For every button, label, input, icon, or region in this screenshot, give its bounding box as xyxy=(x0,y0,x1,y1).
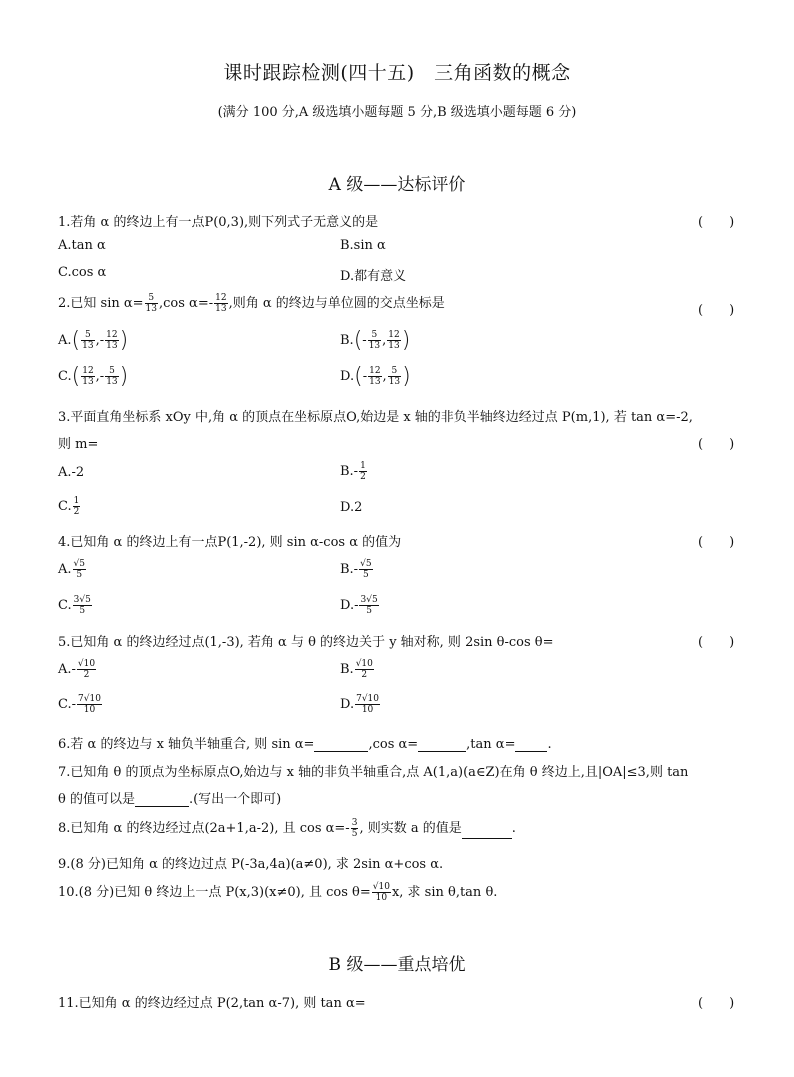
page-subtitle: (满分 100 分,A 级选填小题每题 5 分,B 级选填小题每题 6 分) xyxy=(217,105,577,120)
fraction: $\frac{5}{13}$ xyxy=(145,293,157,314)
q5-option-a: A.- $\frac{√10}{2}$ xyxy=(58,659,96,680)
q3-answer-bracket: ( ) xyxy=(698,437,735,452)
q5-option-d: D. $\frac{7√10}{10}$ xyxy=(340,694,380,715)
q2-answer-bracket: ( ) xyxy=(698,303,735,318)
q1-option-d: D.都有意义 xyxy=(340,269,407,284)
q4-option-b: B.- $\frac{√5}{5}$ xyxy=(340,559,372,580)
q3-option-b: B.- $\frac{1}{2}$ xyxy=(340,461,366,482)
q8-stem: 8.已知角 α 的终边经过点(2a+1,a-2), 且 cos α=- $\frac{3}{5}$ , 则实数 a 的值是 . xyxy=(58,818,516,839)
answer-blank[interactable] xyxy=(462,826,512,839)
answer-blank[interactable] xyxy=(135,794,189,807)
q7-stem-line2: θ 的值可以是 .(写出一个即可) xyxy=(58,792,282,807)
q3-stem-line1: 3.平面直角坐标系 xOy 中,角 α 的顶点在坐标原点O,始边是 x 轴的非负半轴终边经过点 P(m,1), 若 tan α=-2, xyxy=(58,410,693,425)
q1-option-b: B.sin α xyxy=(340,238,386,253)
q4-stem: 4.已知角 α 的终边上有一点P(1,-2), 则 sin α-cos α 的值为 xyxy=(58,535,402,550)
section-a-heading: A 级——达标评价 xyxy=(328,175,466,195)
q2-option-a: A.( $\frac{5}{13}$ ,- $\frac{12}{13}$ ) xyxy=(58,328,129,353)
q5-option-b: B. $\frac{√10}{2}$ xyxy=(340,659,373,680)
q10-stem: 10.(8 分)已知 θ 终边上一点 P(x,3)(x≠0), 且 cos θ= $\frac{√10}{10}$ x, 求 sin θ,tan θ. xyxy=(58,882,498,903)
q11-stem: 11.已知角 α 的终边经过点 P(2,tan α-7), 则 tan α= xyxy=(58,996,366,1011)
q4-option-a: A. $\frac{√5}{5}$ xyxy=(58,559,85,580)
q1-option-a: A.tan α xyxy=(58,238,106,253)
answer-blank[interactable] xyxy=(418,739,466,752)
answer-blank[interactable] xyxy=(314,739,368,752)
q3-option-a: A.-2 xyxy=(58,465,85,480)
q3-option-c: C. $\frac{1}{2}$ xyxy=(58,496,80,517)
q2-option-b: B.(- $\frac{5}{13}$ , $\frac{12}{13}$ ) xyxy=(340,328,411,353)
q11-answer-bracket: ( ) xyxy=(698,996,735,1011)
q3-stem-line2: 则 m= xyxy=(58,437,99,452)
q1-stem: 1.若角 α 的终边上有一点P(0,3),则下列式子无意义的是 xyxy=(58,215,379,230)
section-b-heading: B 级——重点培优 xyxy=(328,955,466,975)
q2-stem: 2.已知 sin α= $\frac{5}{13}$ ,cos α=- $\frac{12}{13}$ ,则角 α 的终边与单位圆的交点坐标是 xyxy=(58,293,445,314)
q7-stem-line1: 7.已知角 θ 的顶点为坐标原点O,始边与 x 轴的非负半轴重合,点 A(1,a)(a∈Z)在角 θ 终边上,且|OA|≤3,则 tan xyxy=(58,765,689,780)
q1-option-c: C.cos α xyxy=(58,265,107,280)
q5-answer-bracket: ( ) xyxy=(698,635,735,650)
page-title: 课时跟踪检测(四十五) 三角函数的概念 xyxy=(223,62,571,84)
q3-option-d: D.2 xyxy=(340,500,363,515)
q5-option-c: C.- $\frac{7√10}{10}$ xyxy=(58,694,101,715)
q5-stem: 5.已知角 α 的终边经过点(1,-3), 若角 α 与 θ 的终边关于 y 轴对称, 则 2sin θ-cos θ= xyxy=(58,635,554,650)
q2-option-c: C.( $\frac{12}{13}$ ,- $\frac{5}{13}$ ) xyxy=(58,364,129,389)
q4-option-c: C. $\frac{3√5}{5}$ xyxy=(58,595,91,616)
q6-stem: 6.若 α 的终边与 x 轴负半轴重合, 则 sin α= ,cos α= ,tan α= . xyxy=(58,737,552,752)
q1-answer-bracket: ( ) xyxy=(698,215,735,230)
q2-option-d: D.(- $\frac{12}{13}$ , $\frac{5}{13}$ ) xyxy=(340,364,411,389)
answer-blank[interactable] xyxy=(515,739,547,752)
q9-stem: 9.(8 分)已知角 α 的终边过点 P(-3a,4a)(a≠0), 求 2sin α+cos α. xyxy=(58,857,444,872)
fraction: $\frac{12}{13}$ xyxy=(215,293,227,314)
q4-option-d: D.- $\frac{3√5}{5}$ xyxy=(340,595,378,616)
q4-answer-bracket: ( ) xyxy=(698,535,735,550)
